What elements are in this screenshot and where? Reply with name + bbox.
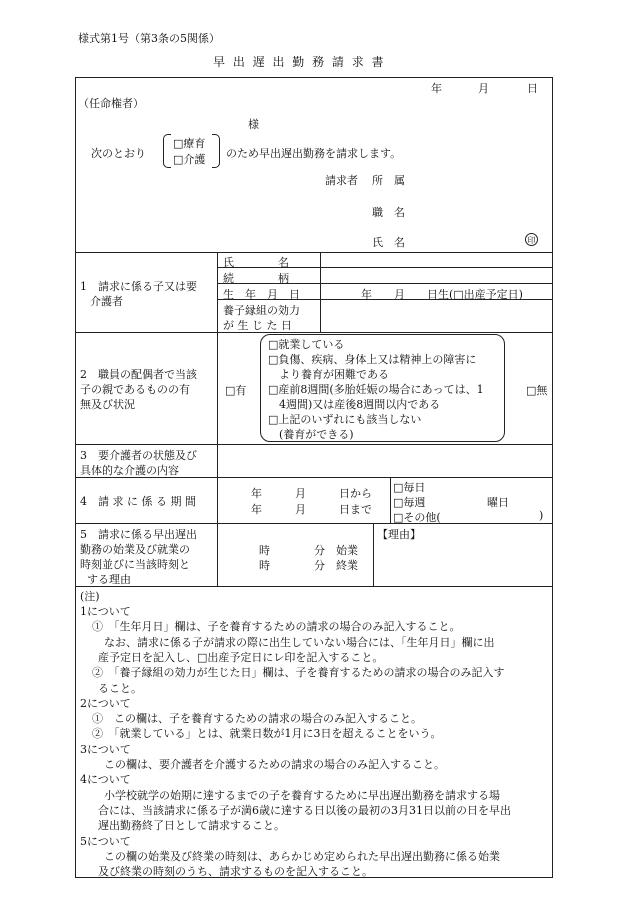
note-line: ② 「養子縁組の効力が生じた日」欄は、子を養育するための請求の場合のみ記入す	[92, 666, 505, 680]
freq-weekday-label: 曜日	[487, 496, 509, 509]
note-line: この欄は、要介護者を介護するための請求の場合のみ記入すること。	[104, 758, 445, 771]
form-code: 様式第1号（第3条の5関係）	[78, 32, 220, 45]
period-to[interactable]: 年 月 日まで	[251, 503, 372, 516]
freq-daily-checkbox[interactable]: □毎日	[393, 481, 426, 494]
divider-top	[75, 252, 553, 253]
date-day[interactable]: 日	[527, 82, 538, 95]
spouse-status-item[interactable]: □上記のいずれにも該当しない	[268, 413, 422, 426]
requester-dept-label: 所 属	[372, 174, 405, 187]
requester-label: 請求者	[325, 174, 358, 187]
divider-sec2	[75, 444, 553, 445]
sec5-label-3: 時刻並びに当該時刻と	[80, 558, 190, 571]
form-title: 早 出 遅 出 勤 務 請 求 書	[213, 55, 386, 69]
date-month[interactable]: 月	[478, 82, 489, 95]
sec5-inner-vline	[373, 523, 374, 586]
spouse-status-item[interactable]: □産前8週間(多胎妊娠の場合にあっては、1	[268, 383, 484, 396]
spouse-status-item: より養育が困難である	[268, 368, 389, 381]
spouse-status-item: 4週間)又は産後8週間以内である	[268, 398, 441, 411]
note-line: 1について	[80, 605, 131, 618]
sec1-inner-vline	[320, 252, 321, 332]
note-line: 3について	[80, 742, 131, 756]
note-line: なお、請求に係る子が請求の際に出生していない場合には、「生年月日」欄に出	[104, 635, 495, 649]
note-line: 及び終業の時刻のうち、請求するものを記入すること。	[98, 865, 373, 879]
date-year[interactable]: 年	[431, 82, 442, 95]
note-line: ること。	[98, 681, 142, 695]
spouse-status-item[interactable]: □負傷、疾病、身体上又は精神上の障害に	[268, 353, 477, 366]
seal-mark: 印	[525, 233, 538, 246]
child-relation-label: 続 柄	[223, 272, 289, 285]
freq-weekly-checkbox[interactable]: □毎週	[393, 496, 426, 509]
note-line: 遅出勤務終了日として請求すること。	[98, 819, 285, 833]
sec1-label-2: 介護者	[90, 295, 123, 308]
sec2-label-1: 2 職員の配偶者で当該	[80, 368, 197, 381]
note-line: ② 「就業している」とは、就業日数が1月に3日を超えることをいう。	[92, 727, 442, 741]
request-prefix: 次のとおり	[91, 147, 146, 160]
note-line: 4について	[80, 773, 131, 787]
spouse-has-checkbox[interactable]: □有	[225, 384, 247, 397]
start-time[interactable]: 時 分 始業	[259, 544, 358, 557]
child-name-label: 氏 名	[223, 256, 289, 269]
sec2-label-3: 無及び状況	[80, 398, 135, 411]
option-care-checkbox[interactable]: □療育	[173, 137, 206, 150]
child-birth-value[interactable]: 年 月 日生(□出産予定日)	[361, 288, 523, 301]
note-line: 5について	[80, 834, 131, 848]
note-line: ① 「生年月日」欄は、子を養育するための請求の場合のみ記入すること。	[92, 620, 461, 634]
note-line: 産予定日を記入し、□出産予定日にレ印を記入すること。	[98, 650, 384, 664]
note-line: 2について	[80, 696, 131, 710]
sec5-label-4: する理由	[87, 573, 131, 586]
spouse-status-item[interactable]: □就業している	[268, 338, 345, 351]
right-brace	[212, 134, 220, 168]
left-brace	[163, 134, 171, 168]
reason-label[interactable]: 【理由】	[377, 528, 421, 541]
note-line: 小学校就学の始期に達するまでの子を養育するために早出遅出勤務を請求する場	[104, 788, 500, 802]
recipient-honorific: 様	[248, 118, 259, 131]
sec5-label-2: 勤務の始業及び就業の	[80, 543, 190, 556]
sec4-inner-vline	[390, 477, 391, 523]
sec4-label: 4 請 求 に 係 る 期 間	[80, 495, 196, 508]
spouse-none-checkbox[interactable]: □無	[526, 384, 548, 397]
note-line: ① この欄は、子を養育するための請求の場合のみ記入すること。	[92, 712, 422, 726]
divider-sec4	[75, 523, 553, 524]
end-time[interactable]: 時 分 終業	[259, 559, 358, 572]
notes-heading: (注)	[80, 590, 100, 603]
freq-other-close: )	[539, 509, 544, 522]
requester-position-label: 職 名	[372, 206, 405, 219]
sec3-label-2: 具体的な介護の内容	[80, 464, 179, 477]
label-column-line	[217, 252, 218, 586]
spouse-status-item: (養育ができる)	[268, 428, 354, 441]
sec2-label-2: 子の親であるものの有	[80, 383, 190, 396]
period-from[interactable]: 年 月 日から	[251, 487, 372, 500]
option-nursing-checkbox[interactable]: □介護	[173, 153, 206, 166]
divider-sec1	[75, 332, 553, 333]
adoption-label-1: 養子縁組の効力	[223, 304, 300, 317]
recipient-label: （任命権者）	[78, 97, 144, 110]
request-suffix: のため早出遅出勤務を請求します。	[226, 147, 402, 160]
requester-name-label: 氏 名	[372, 236, 405, 249]
sec5-label-1: 5 請求に係る早出遅出	[80, 528, 197, 541]
sec3-label-1: 3 要介護者の状態及び	[80, 449, 197, 462]
note-line: 合には、当該請求に係る子が満6歳に達する日以後の最初の3月31日以前の日を早出	[98, 803, 511, 817]
adoption-label-2: が 生 じ た 日	[223, 319, 292, 332]
note-line: この欄の始業及び終業の時刻は、あらかじめ定められた早出遅出勤務に係る始業	[104, 849, 500, 863]
divider-sec5	[75, 586, 553, 587]
sec1-label-1: 1 請求に係る子又は要	[80, 280, 197, 293]
child-birth-label: 生 年 月 日	[223, 288, 300, 301]
freq-other-checkbox[interactable]: □その他(	[393, 511, 441, 524]
